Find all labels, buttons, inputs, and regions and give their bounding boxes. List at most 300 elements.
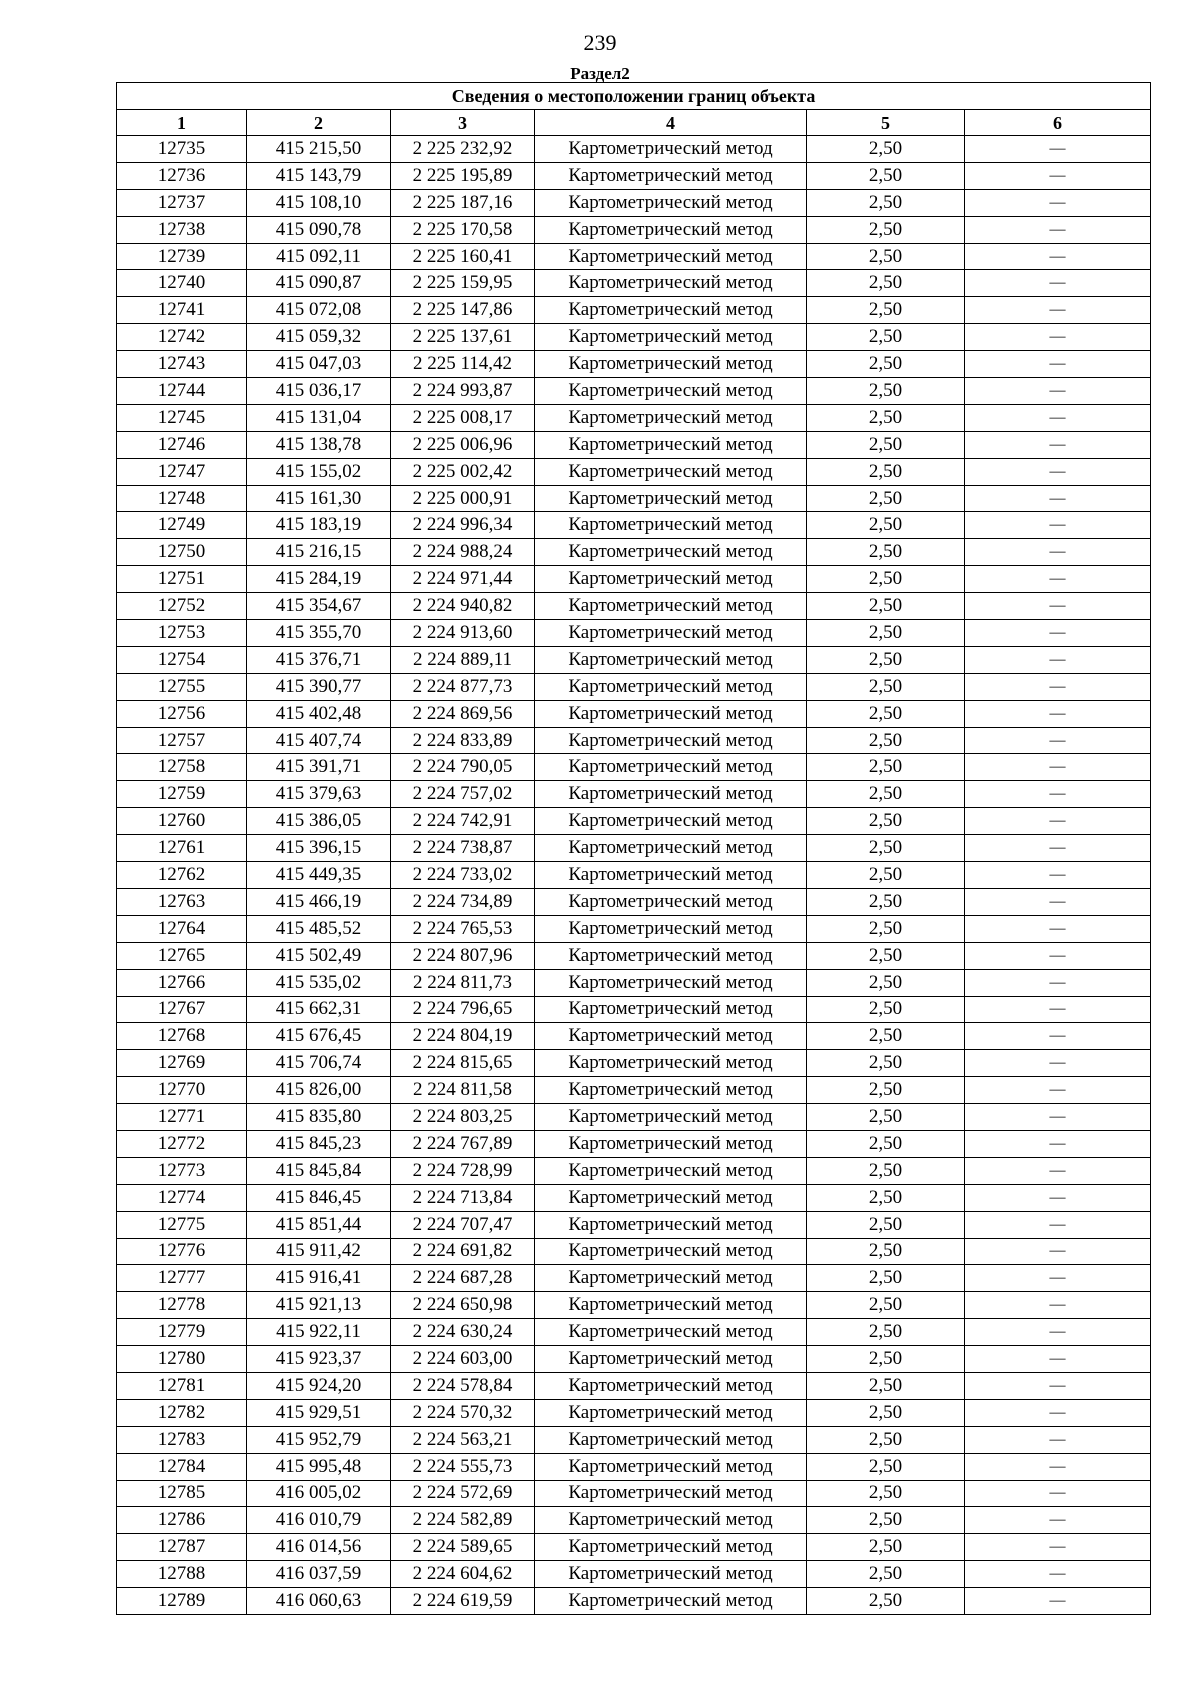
table-row: [117, 324, 1151, 351]
description-cell: —: [965, 512, 1151, 539]
method-cell: Картометрический метод: [535, 189, 807, 216]
method-cell: Картометрический метод: [535, 915, 807, 942]
accuracy-cell: 2,50: [807, 808, 965, 835]
y-coordinate-cell: 2 224 555,73: [391, 1453, 535, 1480]
point-number-cell: 12737: [117, 189, 247, 216]
accuracy-cell: 2,50: [807, 593, 965, 620]
table-row: [117, 1426, 1151, 1453]
column-number: 4: [535, 110, 807, 136]
accuracy-cell: 2,50: [807, 915, 965, 942]
table-row: [117, 1319, 1151, 1346]
description-cell: —: [965, 620, 1151, 647]
x-coordinate-cell: 415 391,71: [247, 754, 391, 781]
table-row: [117, 673, 1151, 700]
method-cell: Картометрический метод: [535, 1372, 807, 1399]
method-cell: Картометрический метод: [535, 1561, 807, 1588]
x-coordinate-cell: 415 676,45: [247, 1023, 391, 1050]
table-row: [117, 862, 1151, 889]
x-coordinate-cell: 415 396,15: [247, 835, 391, 862]
table-row: [117, 162, 1151, 189]
point-number-cell: 12735: [117, 136, 247, 163]
x-coordinate-cell: 415 535,02: [247, 969, 391, 996]
description-cell: —: [965, 1372, 1151, 1399]
description-cell: —: [965, 351, 1151, 378]
point-number-cell: 12766: [117, 969, 247, 996]
x-coordinate-cell: 415 449,35: [247, 862, 391, 889]
x-coordinate-cell: 415 924,20: [247, 1372, 391, 1399]
description-cell: —: [965, 1157, 1151, 1184]
description-cell: —: [965, 431, 1151, 458]
x-coordinate-cell: 415 662,31: [247, 996, 391, 1023]
y-coordinate-cell: 2 224 877,73: [391, 673, 535, 700]
accuracy-cell: 2,50: [807, 243, 965, 270]
description-cell: —: [965, 1211, 1151, 1238]
x-coordinate-cell: 415 215,50: [247, 136, 391, 163]
accuracy-cell: 2,50: [807, 781, 965, 808]
x-coordinate-cell: 415 995,48: [247, 1453, 391, 1480]
x-coordinate-cell: 415 036,17: [247, 378, 391, 405]
description-cell: —: [965, 915, 1151, 942]
method-cell: Картометрический метод: [535, 458, 807, 485]
column-number: 2: [247, 110, 391, 136]
description-cell: —: [965, 1561, 1151, 1588]
description-cell: —: [965, 1292, 1151, 1319]
accuracy-cell: 2,50: [807, 485, 965, 512]
method-cell: Картометрический метод: [535, 1184, 807, 1211]
description-cell: —: [965, 1588, 1151, 1615]
accuracy-cell: 2,50: [807, 646, 965, 673]
y-coordinate-cell: 2 224 713,84: [391, 1184, 535, 1211]
description-cell: —: [965, 673, 1151, 700]
column-number: 1: [117, 110, 247, 136]
y-coordinate-cell: 2 224 733,02: [391, 862, 535, 889]
description-cell: —: [965, 754, 1151, 781]
x-coordinate-cell: 415 845,84: [247, 1157, 391, 1184]
description-cell: —: [965, 324, 1151, 351]
description-cell: —: [965, 485, 1151, 512]
method-cell: Картометрический метод: [535, 727, 807, 754]
point-number-cell: 12772: [117, 1130, 247, 1157]
method-cell: Картометрический метод: [535, 216, 807, 243]
method-cell: Картометрический метод: [535, 942, 807, 969]
method-cell: Картометрический метод: [535, 378, 807, 405]
y-coordinate-cell: 2 224 815,65: [391, 1050, 535, 1077]
accuracy-cell: 2,50: [807, 1319, 965, 1346]
accuracy-cell: 2,50: [807, 1023, 965, 1050]
accuracy-cell: 2,50: [807, 1426, 965, 1453]
point-number-cell: 12764: [117, 915, 247, 942]
table-row: [117, 1157, 1151, 1184]
x-coordinate-cell: 415 952,79: [247, 1426, 391, 1453]
method-cell: Картометрический метод: [535, 351, 807, 378]
point-number-cell: 12775: [117, 1211, 247, 1238]
y-coordinate-cell: 2 224 578,84: [391, 1372, 535, 1399]
table-row: [117, 1130, 1151, 1157]
description-cell: —: [965, 593, 1151, 620]
y-coordinate-cell: 2 224 582,89: [391, 1507, 535, 1534]
table-row: [117, 1292, 1151, 1319]
y-coordinate-cell: 2 224 913,60: [391, 620, 535, 647]
table-row: [117, 727, 1151, 754]
table-row: [117, 1238, 1151, 1265]
accuracy-cell: 2,50: [807, 942, 965, 969]
y-coordinate-cell: 2 225 160,41: [391, 243, 535, 270]
accuracy-cell: 2,50: [807, 189, 965, 216]
x-coordinate-cell: 415 923,37: [247, 1346, 391, 1373]
point-number-cell: 12777: [117, 1265, 247, 1292]
description-cell: —: [965, 942, 1151, 969]
accuracy-cell: 2,50: [807, 754, 965, 781]
point-number-cell: 12787: [117, 1534, 247, 1561]
y-coordinate-cell: 2 224 767,89: [391, 1130, 535, 1157]
y-coordinate-cell: 2 225 187,16: [391, 189, 535, 216]
point-number-cell: 12773: [117, 1157, 247, 1184]
y-coordinate-cell: 2 224 687,28: [391, 1265, 535, 1292]
table-row: [117, 1265, 1151, 1292]
method-cell: Картометрический метод: [535, 1130, 807, 1157]
accuracy-cell: 2,50: [807, 539, 965, 566]
method-cell: Картометрический метод: [535, 1157, 807, 1184]
y-coordinate-cell: 2 225 002,42: [391, 458, 535, 485]
y-coordinate-cell: 2 225 195,89: [391, 162, 535, 189]
accuracy-cell: 2,50: [807, 351, 965, 378]
method-cell: Картометрический метод: [535, 888, 807, 915]
point-number-cell: 12752: [117, 593, 247, 620]
y-coordinate-cell: 2 224 630,24: [391, 1319, 535, 1346]
description-cell: —: [965, 270, 1151, 297]
accuracy-cell: 2,50: [807, 1184, 965, 1211]
table-row: [117, 915, 1151, 942]
accuracy-cell: 2,50: [807, 378, 965, 405]
boundary-table: [116, 82, 1151, 1615]
method-cell: Картометрический метод: [535, 969, 807, 996]
x-coordinate-cell: 415 390,77: [247, 673, 391, 700]
y-coordinate-cell: 2 225 147,86: [391, 297, 535, 324]
table-row: [117, 808, 1151, 835]
accuracy-cell: 2,50: [807, 404, 965, 431]
x-coordinate-cell: 415 407,74: [247, 727, 391, 754]
y-coordinate-cell: 2 224 563,21: [391, 1426, 535, 1453]
x-coordinate-cell: 415 354,67: [247, 593, 391, 620]
point-number-cell: 12785: [117, 1480, 247, 1507]
description-cell: —: [965, 969, 1151, 996]
column-number: 6: [965, 110, 1151, 136]
table-row: [117, 996, 1151, 1023]
description-cell: —: [965, 996, 1151, 1023]
x-coordinate-cell: 415 835,80: [247, 1104, 391, 1131]
x-coordinate-cell: 416 060,63: [247, 1588, 391, 1615]
x-coordinate-cell: 415 402,48: [247, 700, 391, 727]
accuracy-cell: 2,50: [807, 1346, 965, 1373]
accuracy-cell: 2,50: [807, 216, 965, 243]
point-number-cell: 12770: [117, 1077, 247, 1104]
method-cell: Картометрический метод: [535, 781, 807, 808]
y-coordinate-cell: 2 225 000,91: [391, 485, 535, 512]
x-coordinate-cell: 415 846,45: [247, 1184, 391, 1211]
table-row: [117, 1077, 1151, 1104]
table-row: [117, 216, 1151, 243]
method-cell: Картометрический метод: [535, 808, 807, 835]
method-cell: Картометрический метод: [535, 431, 807, 458]
x-coordinate-cell: 415 386,05: [247, 808, 391, 835]
method-cell: Картометрический метод: [535, 1480, 807, 1507]
y-coordinate-cell: 2 224 988,24: [391, 539, 535, 566]
point-number-cell: 12753: [117, 620, 247, 647]
method-cell: Картометрический метод: [535, 593, 807, 620]
column-number-row: [117, 110, 1151, 136]
x-coordinate-cell: 415 706,74: [247, 1050, 391, 1077]
table-row: [117, 189, 1151, 216]
table-row: [117, 1184, 1151, 1211]
table-row: [117, 512, 1151, 539]
point-number-cell: 12779: [117, 1319, 247, 1346]
table-row: [117, 1507, 1151, 1534]
description-cell: —: [965, 1050, 1151, 1077]
method-cell: Картометрический метод: [535, 539, 807, 566]
point-number-cell: 12781: [117, 1372, 247, 1399]
x-coordinate-cell: 415 502,49: [247, 942, 391, 969]
y-coordinate-cell: 2 225 170,58: [391, 216, 535, 243]
y-coordinate-cell: 2 225 159,95: [391, 270, 535, 297]
y-coordinate-cell: 2 224 604,62: [391, 1561, 535, 1588]
x-coordinate-cell: 415 108,10: [247, 189, 391, 216]
description-cell: —: [965, 1184, 1151, 1211]
description-cell: —: [965, 378, 1151, 405]
method-cell: Картометрический метод: [535, 1346, 807, 1373]
table-row: [117, 620, 1151, 647]
accuracy-cell: 2,50: [807, 512, 965, 539]
table-row: [117, 754, 1151, 781]
table-row: [117, 1588, 1151, 1615]
y-coordinate-cell: 2 225 232,92: [391, 136, 535, 163]
method-cell: Картометрический метод: [535, 512, 807, 539]
method-cell: Картометрический метод: [535, 700, 807, 727]
y-coordinate-cell: 2 224 570,32: [391, 1399, 535, 1426]
table-row: [117, 485, 1151, 512]
description-cell: —: [965, 243, 1151, 270]
point-number-cell: 12744: [117, 378, 247, 405]
table-row: [117, 1346, 1151, 1373]
x-coordinate-cell: 415 376,71: [247, 646, 391, 673]
y-coordinate-cell: 2 224 734,89: [391, 888, 535, 915]
description-cell: —: [965, 1480, 1151, 1507]
method-cell: Картометрический метод: [535, 1077, 807, 1104]
x-coordinate-cell: 415 379,63: [247, 781, 391, 808]
table-row: [117, 646, 1151, 673]
table-row: [117, 781, 1151, 808]
table-row: [117, 1211, 1151, 1238]
method-cell: Картометрический метод: [535, 1507, 807, 1534]
point-number-cell: 12743: [117, 351, 247, 378]
accuracy-cell: 2,50: [807, 700, 965, 727]
y-coordinate-cell: 2 224 738,87: [391, 835, 535, 862]
x-coordinate-cell: 415 485,52: [247, 915, 391, 942]
point-number-cell: 12789: [117, 1588, 247, 1615]
accuracy-cell: 2,50: [807, 431, 965, 458]
method-cell: Картометрический метод: [535, 1292, 807, 1319]
x-coordinate-cell: 415 155,02: [247, 458, 391, 485]
description-cell: —: [965, 808, 1151, 835]
page-number: 239: [583, 30, 617, 55]
x-coordinate-cell: 415 090,87: [247, 270, 391, 297]
y-coordinate-cell: 2 224 728,99: [391, 1157, 535, 1184]
x-coordinate-cell: 415 216,15: [247, 539, 391, 566]
table-row: [117, 431, 1151, 458]
description-cell: —: [965, 1346, 1151, 1373]
y-coordinate-cell: 2 225 008,17: [391, 404, 535, 431]
point-number-cell: 12767: [117, 996, 247, 1023]
method-cell: Картометрический метод: [535, 1319, 807, 1346]
method-cell: Картометрический метод: [535, 1050, 807, 1077]
y-coordinate-cell: 2 225 006,96: [391, 431, 535, 458]
accuracy-cell: 2,50: [807, 1399, 965, 1426]
table-row: [117, 136, 1151, 163]
table-row: [117, 969, 1151, 996]
point-number-cell: 12788: [117, 1561, 247, 1588]
y-coordinate-cell: 2 225 114,42: [391, 351, 535, 378]
section-title: Раздел2: [570, 64, 630, 83]
table-row: [117, 942, 1151, 969]
y-coordinate-cell: 2 225 137,61: [391, 324, 535, 351]
accuracy-cell: 2,50: [807, 969, 965, 996]
column-number: 5: [807, 110, 965, 136]
method-cell: Картометрический метод: [535, 996, 807, 1023]
x-coordinate-cell: 415 047,03: [247, 351, 391, 378]
description-cell: —: [965, 1077, 1151, 1104]
method-cell: Картометрический метод: [535, 270, 807, 297]
x-coordinate-cell: 415 845,23: [247, 1130, 391, 1157]
accuracy-cell: 2,50: [807, 1480, 965, 1507]
point-number-cell: 12760: [117, 808, 247, 835]
y-coordinate-cell: 2 224 603,00: [391, 1346, 535, 1373]
table-row: [117, 835, 1151, 862]
x-coordinate-cell: 415 929,51: [247, 1399, 391, 1426]
y-coordinate-cell: 2 224 757,02: [391, 781, 535, 808]
y-coordinate-cell: 2 224 589,65: [391, 1534, 535, 1561]
point-number-cell: 12769: [117, 1050, 247, 1077]
point-number-cell: 12765: [117, 942, 247, 969]
table-caption: Сведения о местоположении границ объекта: [117, 83, 1151, 110]
point-number-cell: 12745: [117, 404, 247, 431]
x-coordinate-cell: 415 911,42: [247, 1238, 391, 1265]
x-coordinate-cell: 416 014,56: [247, 1534, 391, 1561]
x-coordinate-cell: 415 851,44: [247, 1211, 391, 1238]
x-coordinate-cell: 415 183,19: [247, 512, 391, 539]
method-cell: Картометрический метод: [535, 1534, 807, 1561]
table-row: [117, 566, 1151, 593]
accuracy-cell: 2,50: [807, 566, 965, 593]
accuracy-cell: 2,50: [807, 162, 965, 189]
description-cell: —: [965, 1507, 1151, 1534]
y-coordinate-cell: 2 224 650,98: [391, 1292, 535, 1319]
x-coordinate-cell: 416 037,59: [247, 1561, 391, 1588]
point-number-cell: 12740: [117, 270, 247, 297]
method-cell: Картометрический метод: [535, 1211, 807, 1238]
method-cell: Картометрический метод: [535, 1588, 807, 1615]
accuracy-cell: 2,50: [807, 727, 965, 754]
accuracy-cell: 2,50: [807, 1238, 965, 1265]
description-cell: —: [965, 862, 1151, 889]
table-row: [117, 458, 1151, 485]
table-row: [117, 1023, 1151, 1050]
y-coordinate-cell: 2 224 742,91: [391, 808, 535, 835]
y-coordinate-cell: 2 224 804,19: [391, 1023, 535, 1050]
x-coordinate-cell: 415 916,41: [247, 1265, 391, 1292]
description-cell: —: [965, 646, 1151, 673]
table-row: [117, 378, 1151, 405]
x-coordinate-cell: 415 466,19: [247, 888, 391, 915]
table-row: [117, 1372, 1151, 1399]
x-coordinate-cell: 415 090,78: [247, 216, 391, 243]
accuracy-cell: 2,50: [807, 1372, 965, 1399]
accuracy-cell: 2,50: [807, 620, 965, 647]
y-coordinate-cell: 2 224 691,82: [391, 1238, 535, 1265]
point-number-cell: 12771: [117, 1104, 247, 1131]
description-cell: —: [965, 458, 1151, 485]
y-coordinate-cell: 2 224 803,25: [391, 1104, 535, 1131]
description-cell: —: [965, 1265, 1151, 1292]
point-number-cell: 12763: [117, 888, 247, 915]
point-number-cell: 12754: [117, 646, 247, 673]
x-coordinate-cell: 415 131,04: [247, 404, 391, 431]
description-cell: —: [965, 1130, 1151, 1157]
y-coordinate-cell: 2 224 869,56: [391, 700, 535, 727]
point-number-cell: 12761: [117, 835, 247, 862]
accuracy-cell: 2,50: [807, 1507, 965, 1534]
description-cell: —: [965, 1453, 1151, 1480]
description-cell: —: [965, 216, 1151, 243]
method-cell: Картометрический метод: [535, 1426, 807, 1453]
point-number-cell: 12741: [117, 297, 247, 324]
x-coordinate-cell: 415 826,00: [247, 1077, 391, 1104]
y-coordinate-cell: 2 224 993,87: [391, 378, 535, 405]
y-coordinate-cell: 2 224 572,69: [391, 1480, 535, 1507]
accuracy-cell: 2,50: [807, 1104, 965, 1131]
method-cell: Картометрический метод: [535, 1453, 807, 1480]
x-coordinate-cell: 415 284,19: [247, 566, 391, 593]
point-number-cell: 12774: [117, 1184, 247, 1211]
table-row: [117, 297, 1151, 324]
x-coordinate-cell: 416 010,79: [247, 1507, 391, 1534]
table-row: [117, 404, 1151, 431]
accuracy-cell: 2,50: [807, 458, 965, 485]
column-number: 3: [391, 110, 535, 136]
accuracy-cell: 2,50: [807, 888, 965, 915]
description-cell: —: [965, 189, 1151, 216]
table-row: [117, 1050, 1151, 1077]
description-cell: —: [965, 404, 1151, 431]
x-coordinate-cell: 415 072,08: [247, 297, 391, 324]
y-coordinate-cell: 2 224 807,96: [391, 942, 535, 969]
method-cell: Картометрический метод: [535, 646, 807, 673]
point-number-cell: 12778: [117, 1292, 247, 1319]
description-cell: —: [965, 1534, 1151, 1561]
description-cell: —: [965, 1426, 1151, 1453]
accuracy-cell: 2,50: [807, 996, 965, 1023]
y-coordinate-cell: 2 224 971,44: [391, 566, 535, 593]
y-coordinate-cell: 2 224 811,58: [391, 1077, 535, 1104]
point-number-cell: 12748: [117, 485, 247, 512]
description-cell: —: [965, 781, 1151, 808]
x-coordinate-cell: 415 355,70: [247, 620, 391, 647]
method-cell: Картометрический метод: [535, 162, 807, 189]
point-number-cell: 12738: [117, 216, 247, 243]
x-coordinate-cell: 416 005,02: [247, 1480, 391, 1507]
point-number-cell: 12776: [117, 1238, 247, 1265]
description-cell: —: [965, 162, 1151, 189]
description-cell: —: [965, 727, 1151, 754]
accuracy-cell: 2,50: [807, 297, 965, 324]
